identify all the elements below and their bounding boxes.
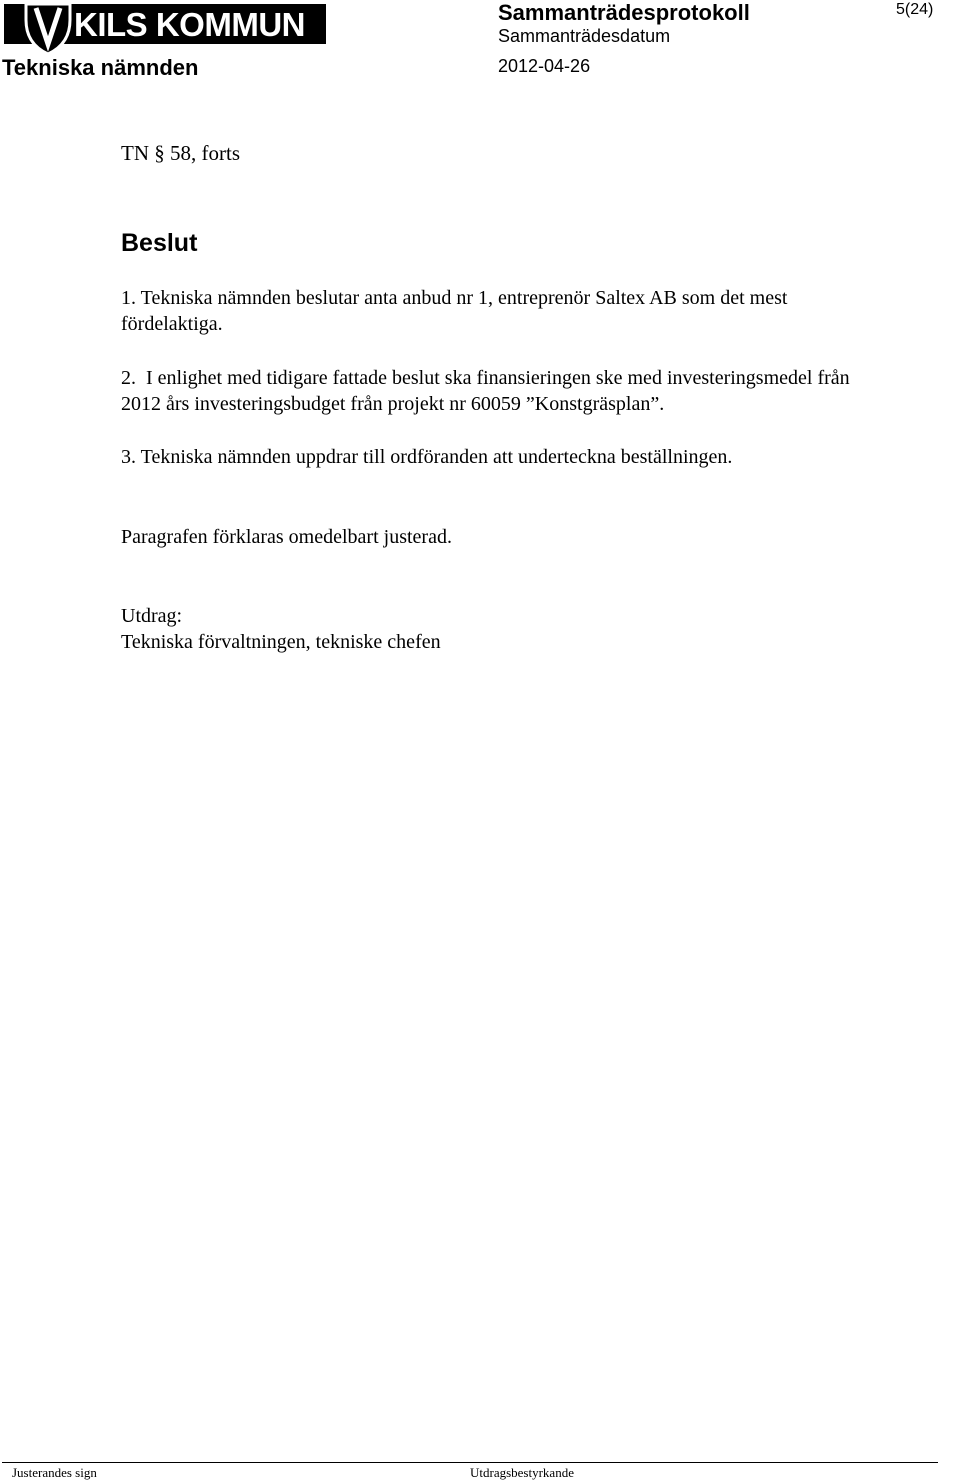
municipality-logo bbox=[4, 4, 326, 50]
shield-icon bbox=[22, 4, 74, 54]
section-reference: TN § 58, forts bbox=[121, 141, 240, 165]
decision-item-line: fördelaktiga. bbox=[121, 313, 223, 335]
decision-item-1 bbox=[121, 285, 787, 337]
decision-item-line: 2. I enlighet med tidigare fattade beslut ska finansieringen ske med investeringsmedel från bbox=[121, 367, 850, 389]
distribution-block bbox=[121, 603, 441, 655]
decision-item-line: 3. Tekniska nämnden uppdrar till ordföranden att underteckna beställningen. bbox=[121, 446, 733, 468]
logo-text: KILS KOMMUN bbox=[74, 6, 305, 43]
date-label: Sammanträdesdatum bbox=[498, 26, 671, 46]
distribution-recipient: Tekniska förvaltningen, tekniske chefen bbox=[121, 631, 441, 653]
footer-signature-label: Justerandes sign bbox=[12, 1465, 97, 1480]
meeting-date: 2012-04-26 bbox=[498, 56, 591, 76]
decision-item-2 bbox=[121, 365, 850, 417]
distribution-label: Utdrag: bbox=[121, 605, 183, 627]
decision-item-line: 2012 års investeringsbudget från projekt nr 60059 ”Konstgräsplan”. bbox=[121, 393, 665, 415]
footer-divider bbox=[2, 1462, 938, 1463]
decision-item-3 bbox=[121, 444, 732, 470]
decision-heading: Beslut bbox=[121, 229, 198, 257]
document-title: Sammanträdesprotokoll bbox=[498, 0, 750, 25]
paragraph-note: Paragrafen förklaras omedelbart justerad. bbox=[121, 526, 452, 548]
page-number: 5(24) bbox=[896, 1, 934, 18]
decision-item-line: 1. Tekniska nämnden beslutar anta anbud nr 1, entreprenör Saltex AB som det mest bbox=[121, 287, 788, 309]
committee-name: Tekniska nämnden bbox=[2, 55, 199, 80]
footer-certification-label: Utdragsbestyrkande bbox=[470, 1465, 574, 1480]
